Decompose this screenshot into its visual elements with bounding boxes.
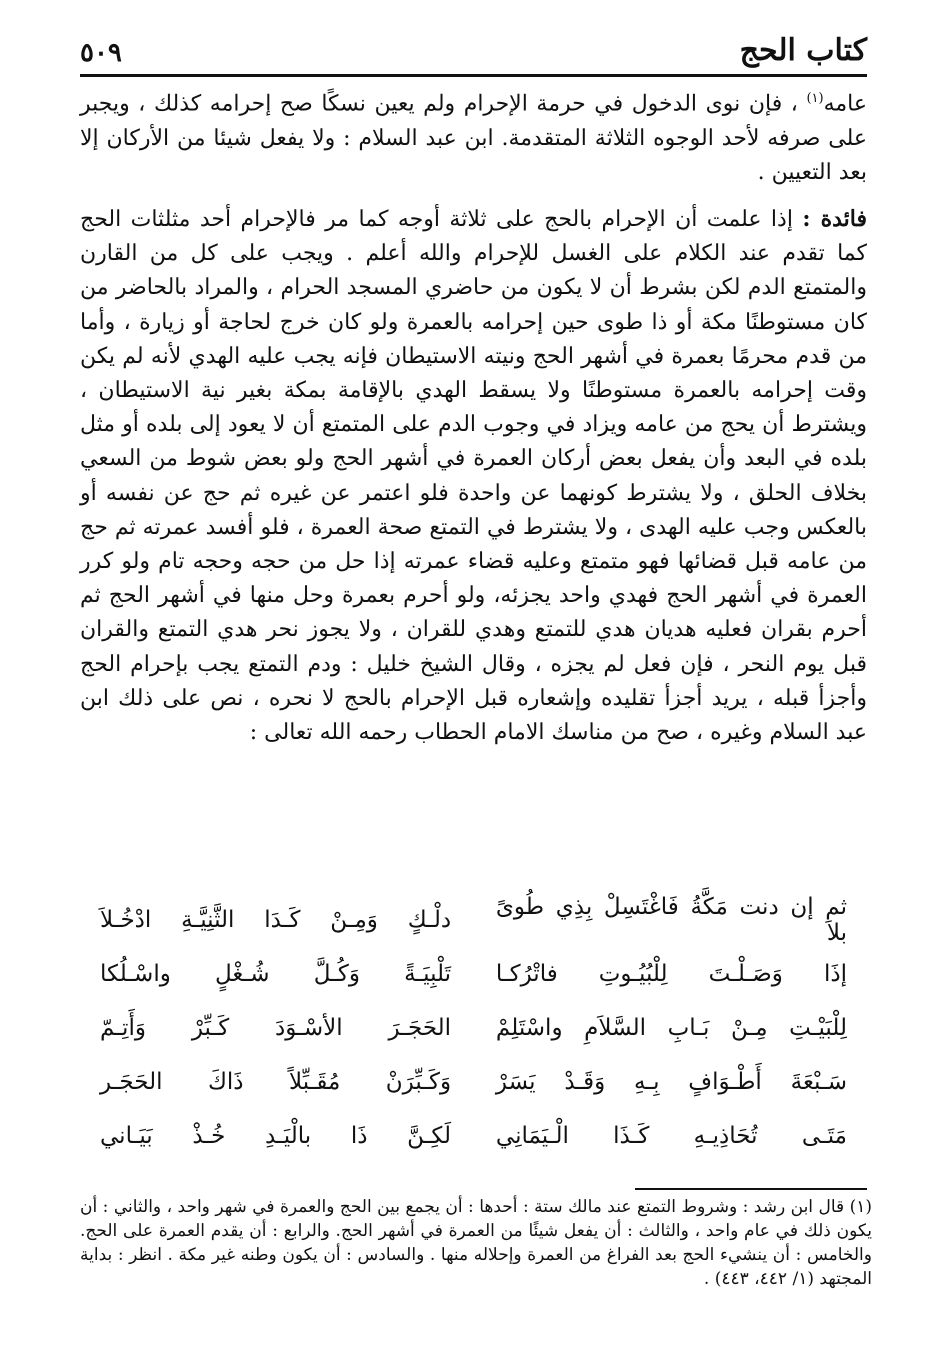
footnote-divider xyxy=(635,1188,867,1190)
poem-verse xyxy=(100,1055,847,1109)
page-number: ٥٠٩ xyxy=(80,38,122,68)
poem-hemistich-right: ثم إن دنت مَكَّةُ فَاغْتَسِلْ بِذِي طُوىً بلاَ xyxy=(495,894,847,946)
paragraph-1-lead: عامه xyxy=(823,91,867,117)
main-text xyxy=(80,82,867,750)
paragraph-2-text: إذا علمت أن الإحرام بالحج على ثلاثة أوجه كما مر فالإحرام أحد مثلثات الحج كما تقدم عند الكلام على الغسل للإحرام والله أعلم . ويجب على كل من القارن والمتمتع الدم لكن بشرط أن لا يكون من حاضري المسجد الحرام ، والمراد بالحاضر من كان مستوطنًا مكة أو ذا طوى حين إحرامه بالعمرة ولو كان خرج لحاجة أو زيارة ، وأما من قدم محرمًا بعمرة في أشهر الحج ونيته الاستيطان فإنه يجب عليه الهدي لأنه لم يكن وقت إحرامه بالعمرة مستوطنًا ولا يسقط الهدي بالإقامة بمكة بغير نية الاستيطان ، ويشترط أن يحج من عامه ويزاد في وجوب الدم على المتمتع أن لا يعود إلى بلده أو مثل بلده في البعد وأن يفعل بعض أركان العمرة في أشهر الحج ولو بعض شوط من السعي بخلاف الحلق ، ولا يشترط كونهما عن واحدة فلو اعتمر عن غيره ثم حج عن نفسه أو بالعكس وجب عليه الهدى ، ولا يشترط في التمتع صحة العمرة ، فلو أفسد عمرته ثم حج من عامه قبل قضائها فهو متمتع وعليه قضاء عمرته إذا حل من حجه وحجه تام ولو كرر العمرة في أشهر الحج فهدي واحد يجزئه، ولو أحرم بعمرة وحل منها في أشهر الحج ثم أحرم بقران فعليه هديان هدي للتمتع وهدي للقران ، ولا يجوز نحر هدي التمتع والقران قبل يوم النحر ، فإن فعل لم يجزه ، وقال الشيخ خليل : ودم التمتع يجب بإحرام الحج وأجزأ قبله ، يريد أجزأ تقليده وإشعاره قبل الإحرام بالحج لا نحره ، نص على ذلك ابن عبد السلام وغيره ، صح من مناسك الامام الحطاب رحمه الله تعالى : xyxy=(80,206,867,745)
footnote-ref: (١) xyxy=(806,91,824,106)
book-title: كتاب الحج xyxy=(739,33,867,68)
paragraph-2-lead: فائدة : xyxy=(802,205,868,232)
page-header xyxy=(80,28,867,77)
paragraph-1 xyxy=(80,82,867,190)
paragraph-1-text: ، فإن نوى الدخول في حرمة الإحرام ولم يعين نسكًا صح إحرامه كذلك ، ويجبر على صرفه لأحد الوجوه الثلاثة المتقدمة. ابن عبد السلام : ولا يفعل شيئا من الأركان إلا بعد التعيين . xyxy=(80,91,867,185)
footnote: (١) قال ابن رشد : وشروط التمتع عند مالك ستة : أحدها : أن يجمع بين الحج والعمرة في شهر واحد ، والثاني : أن يكون ذلك في عام واحد ، والثالث : أن يفعل شيئًا من العمرة في أشهر الحج. والرابع : أن يقدم العمرة على الحج. والخامس : أن ينشيء الحج بعد الفراغ من العمرة وإحلاله منها . والسادس : أن يكون وطنه غير مكة . انظر : بداية المجتهد (١/ ٤٤٢، ٤٤٣) . xyxy=(80,1197,872,1289)
poem-hemistich-left: الحَجَـرَ الأسْـوَدَ كَـبِّرْ وَأَتِـمّ xyxy=(100,1015,452,1041)
poem-hemistich-left: دلْـكٍ وَمِـنْ كَـدَا الثَّنِيَّـةِ ادْخُـلاَ xyxy=(100,907,452,933)
poem-verse xyxy=(100,1001,847,1055)
poem-hemistich-right: مَتَـى تُحَاذِيـهِ كَـذَا الْـيَمَانِي xyxy=(495,1123,847,1149)
poem-hemistich-left: لَكِـنَّ ذَا بالْيَـدِ خُـذْ بَيَـاني xyxy=(100,1123,452,1149)
poem-hemistich-right: لِلْبَيْـتِ مِـنْ بَـابِ السَّلاَمِ واسْتَلِمْ xyxy=(495,1015,847,1041)
poem-verse xyxy=(100,893,847,947)
poem xyxy=(100,893,847,1163)
poem-verse xyxy=(100,1109,847,1163)
poem-verse xyxy=(100,947,847,1001)
poem-hemistich-left: وَكَـبِّرَنْ مُقَـبِّلاً ذَاكَ الحَجَـر xyxy=(100,1069,452,1095)
poem-hemistich-left: تَلْبِيَـةً وَكُـلَّ شُـغْلٍ واسْـلُكا xyxy=(100,961,452,987)
paragraph-2 xyxy=(80,202,867,750)
poem-hemistich-right: سَـبْعَةَ أَطْـوَافٍ بِـهِ وَقَـدْ يَسَرْ xyxy=(495,1069,847,1095)
poem-hemistich-right: إذَا وَصَـلْـتَ لِلْبُيُـوتِ فاتْرُكـا xyxy=(495,961,847,987)
